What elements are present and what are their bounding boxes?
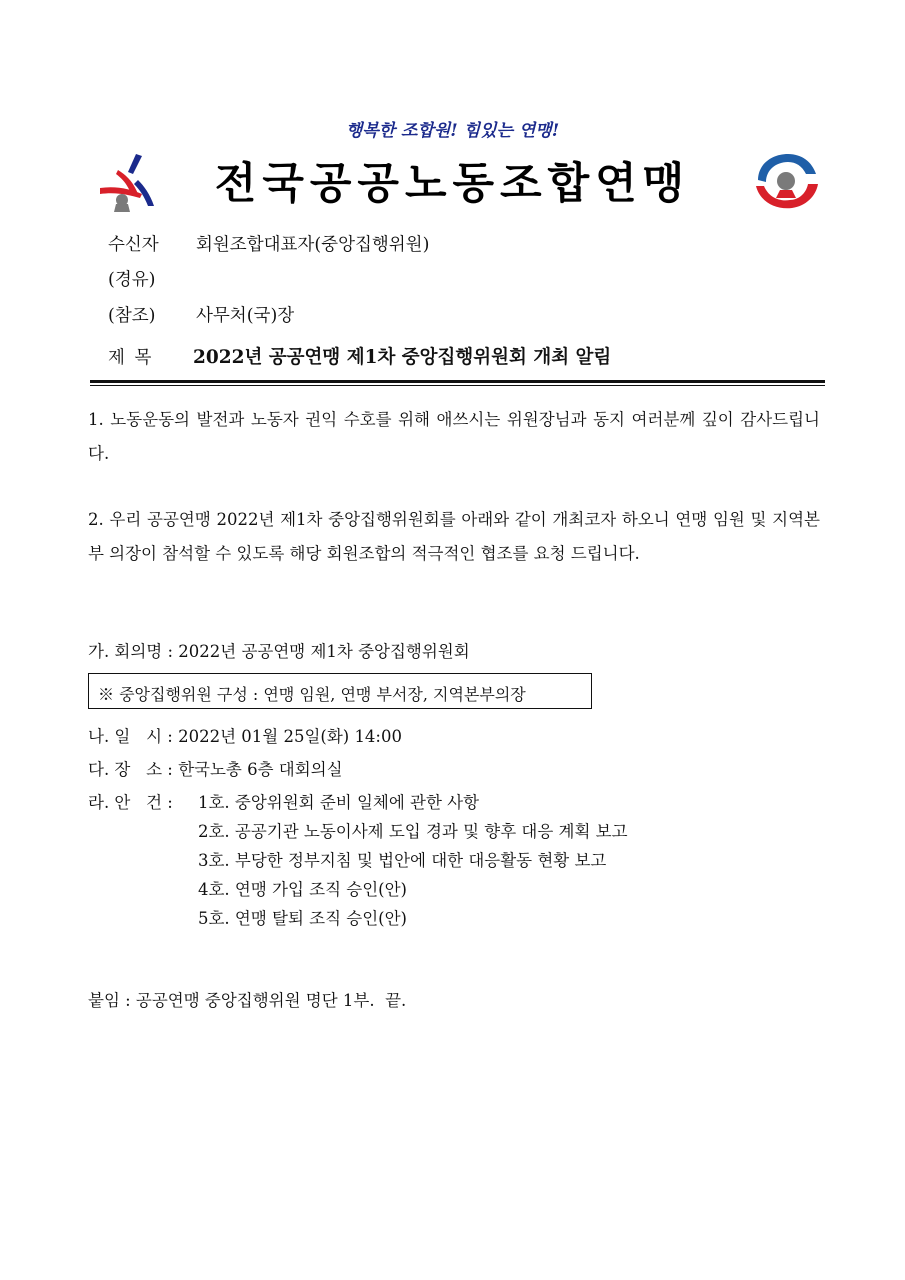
meeting-name: 가. 회의명 : 2022년 공공연맹 제1차 중앙집행위원회 (88, 642, 470, 661)
paragraph-1: 1. 노동운동의 발전과 노동자 권익 수호를 위해 애쓰시는 위원장님과 동지 여러분께 깊이 감사드립니다. (88, 410, 820, 463)
subject-value: 2022년 공공연맹 제1차 중앙집행위원회 개최 알림 (193, 347, 612, 368)
note-text: ※ 중앙집행위원 구성 : 연맹 임원, 연맹 부서장, 지역본부의장 (98, 685, 526, 704)
recipient-label: 수신자 (108, 235, 159, 255)
agenda-item: 3호. 부당한 정부지침 및 법안에 대한 대응활동 현황 보고 (198, 851, 607, 870)
meeting-datetime: 나. 일 시 : 2022년 01월 25일(화) 14:00 (88, 727, 402, 746)
agenda-item: 5호. 연맹 탈퇴 조직 승인(안) (198, 909, 407, 928)
agenda-label: 라. 안 건 : (88, 793, 173, 812)
union-figure-logo (98, 150, 166, 212)
agenda-item: 4호. 연맹 가입 조직 승인(안) (198, 880, 407, 899)
subject-label: 제 목 (108, 348, 154, 368)
header-divider-thick (90, 380, 825, 383)
slogan: 행복한 조합원! 힘있는 연맹! (345, 121, 560, 141)
meeting-place: 다. 장 소 : 한국노총 6층 대회의실 (88, 760, 343, 779)
reference-value: 사무처(국)장 (196, 306, 295, 326)
header-divider-thin (90, 385, 825, 386)
recipient-value: 회원조합대표자(중앙집행위원) (196, 235, 430, 255)
circular-emblem-logo (750, 150, 820, 212)
reference-label: (참조) (108, 306, 156, 326)
agenda-item: 2호. 공공기관 노동이사제 도입 경과 및 향후 대응 계획 보고 (198, 822, 628, 841)
via-label: (경유) (108, 270, 156, 290)
agenda-item: 1호. 중앙위원회 준비 일체에 관한 사항 (198, 793, 480, 812)
attachment-note: 붙임 : 공공연맹 중앙집행위원 명단 1부. 끝. (88, 991, 407, 1010)
paragraph-2: 2. 우리 공공연맹 2022년 제1차 중앙집행위원회를 아래와 같이 개최코자 하오니 연맹 임원 및 지역본부 의장이 참석할 수 있도록 해당 회원조합의 적극적인 협조를 요청 드립니다. (88, 510, 820, 563)
organization-name: 전국공공노동조합연맹 (214, 159, 691, 209)
